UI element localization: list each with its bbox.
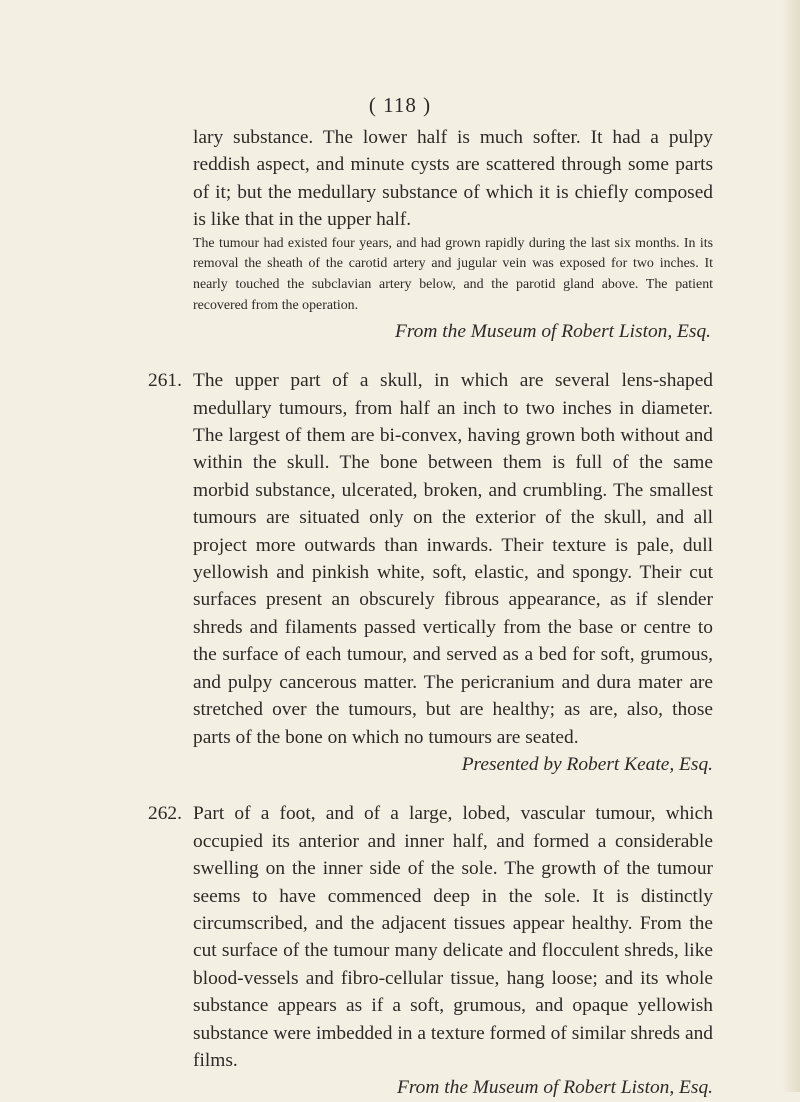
continuation-paragraph: lary substance. The lower half is much softer. It had a pulpy reddish aspect, and minute cysts are scattered through some parts of it; but the medullary substance of which it is chiefly composed is like that in the upper half. (193, 127, 713, 231)
entry-text: Part of a foot, and of a large, lobed, vascular tumour, which occupied its anterior and inner half, and formed a considerable swelling on the inner side of the sole. The growth of the tumour seems to have commenced deep in the sole. It is distinctly circumscribed, and the adjacent tissues appear healthy. From the cut surface of the tumour many delicate and flocculent shreds, like blood-vessels and fibro-cellular tissue, hang loose; and its whole substance appears as if a soft, grumous, and opaque yellowish substance were imbedded in a texture formed of similar shreds and films. (193, 803, 713, 1071)
entry-number: 261. (148, 370, 182, 392)
page-edge-shadow (782, 0, 800, 1092)
source-attribution: Presented by Robert Keate, Esq. (461, 753, 713, 775)
entry-number: 262. (148, 803, 182, 825)
page-body (148, 124, 713, 1102)
catalogue-entry-262 (148, 800, 713, 1101)
entry-text: The upper part of a skull, in which are several lens-shaped medullary tumours, from half an inch to two inches in diameter. The largest of them are bi-convex, having grown both without and within the skull. The bone between them is full of the same morbid substance, ulcerated, broken, and crumbling. The smallest tumours are situated only on the exterior of the skull, and all project more outwards than inwards. Their texture is pale, dull yellowish and pinkish white, soft, elastic, and spongy. Their cut surfaces present an obscurely fibrous appearance, as if slender shreds and filaments passed vertically from the base or centre to the surface of each tumour, and served as a bed for soft, grumous, and pulpy cancerous matter. The pericranium and dura mater are stretched over the tumours, but are healthy; as are, also, those parts of the bone on which no tumours are seated. (193, 370, 713, 748)
page-number: ( 118 ) (368, 93, 432, 117)
source-attribution: From the Museum of Robert Liston, Esq. (395, 320, 711, 342)
footnote-paragraph: The tumour had existed four years, and had grown rapidly during the last six months. In its removal the sheath of the carotid artery and jugular vein was exposed for two inches. It nearly touched the subclavian artery below, and the parotid gland above. The patient recovered from the operation. (193, 235, 713, 314)
catalogue-entry-261 (148, 367, 713, 778)
source-attribution: From the Museum of Robert Liston, Esq. (397, 1077, 713, 1099)
